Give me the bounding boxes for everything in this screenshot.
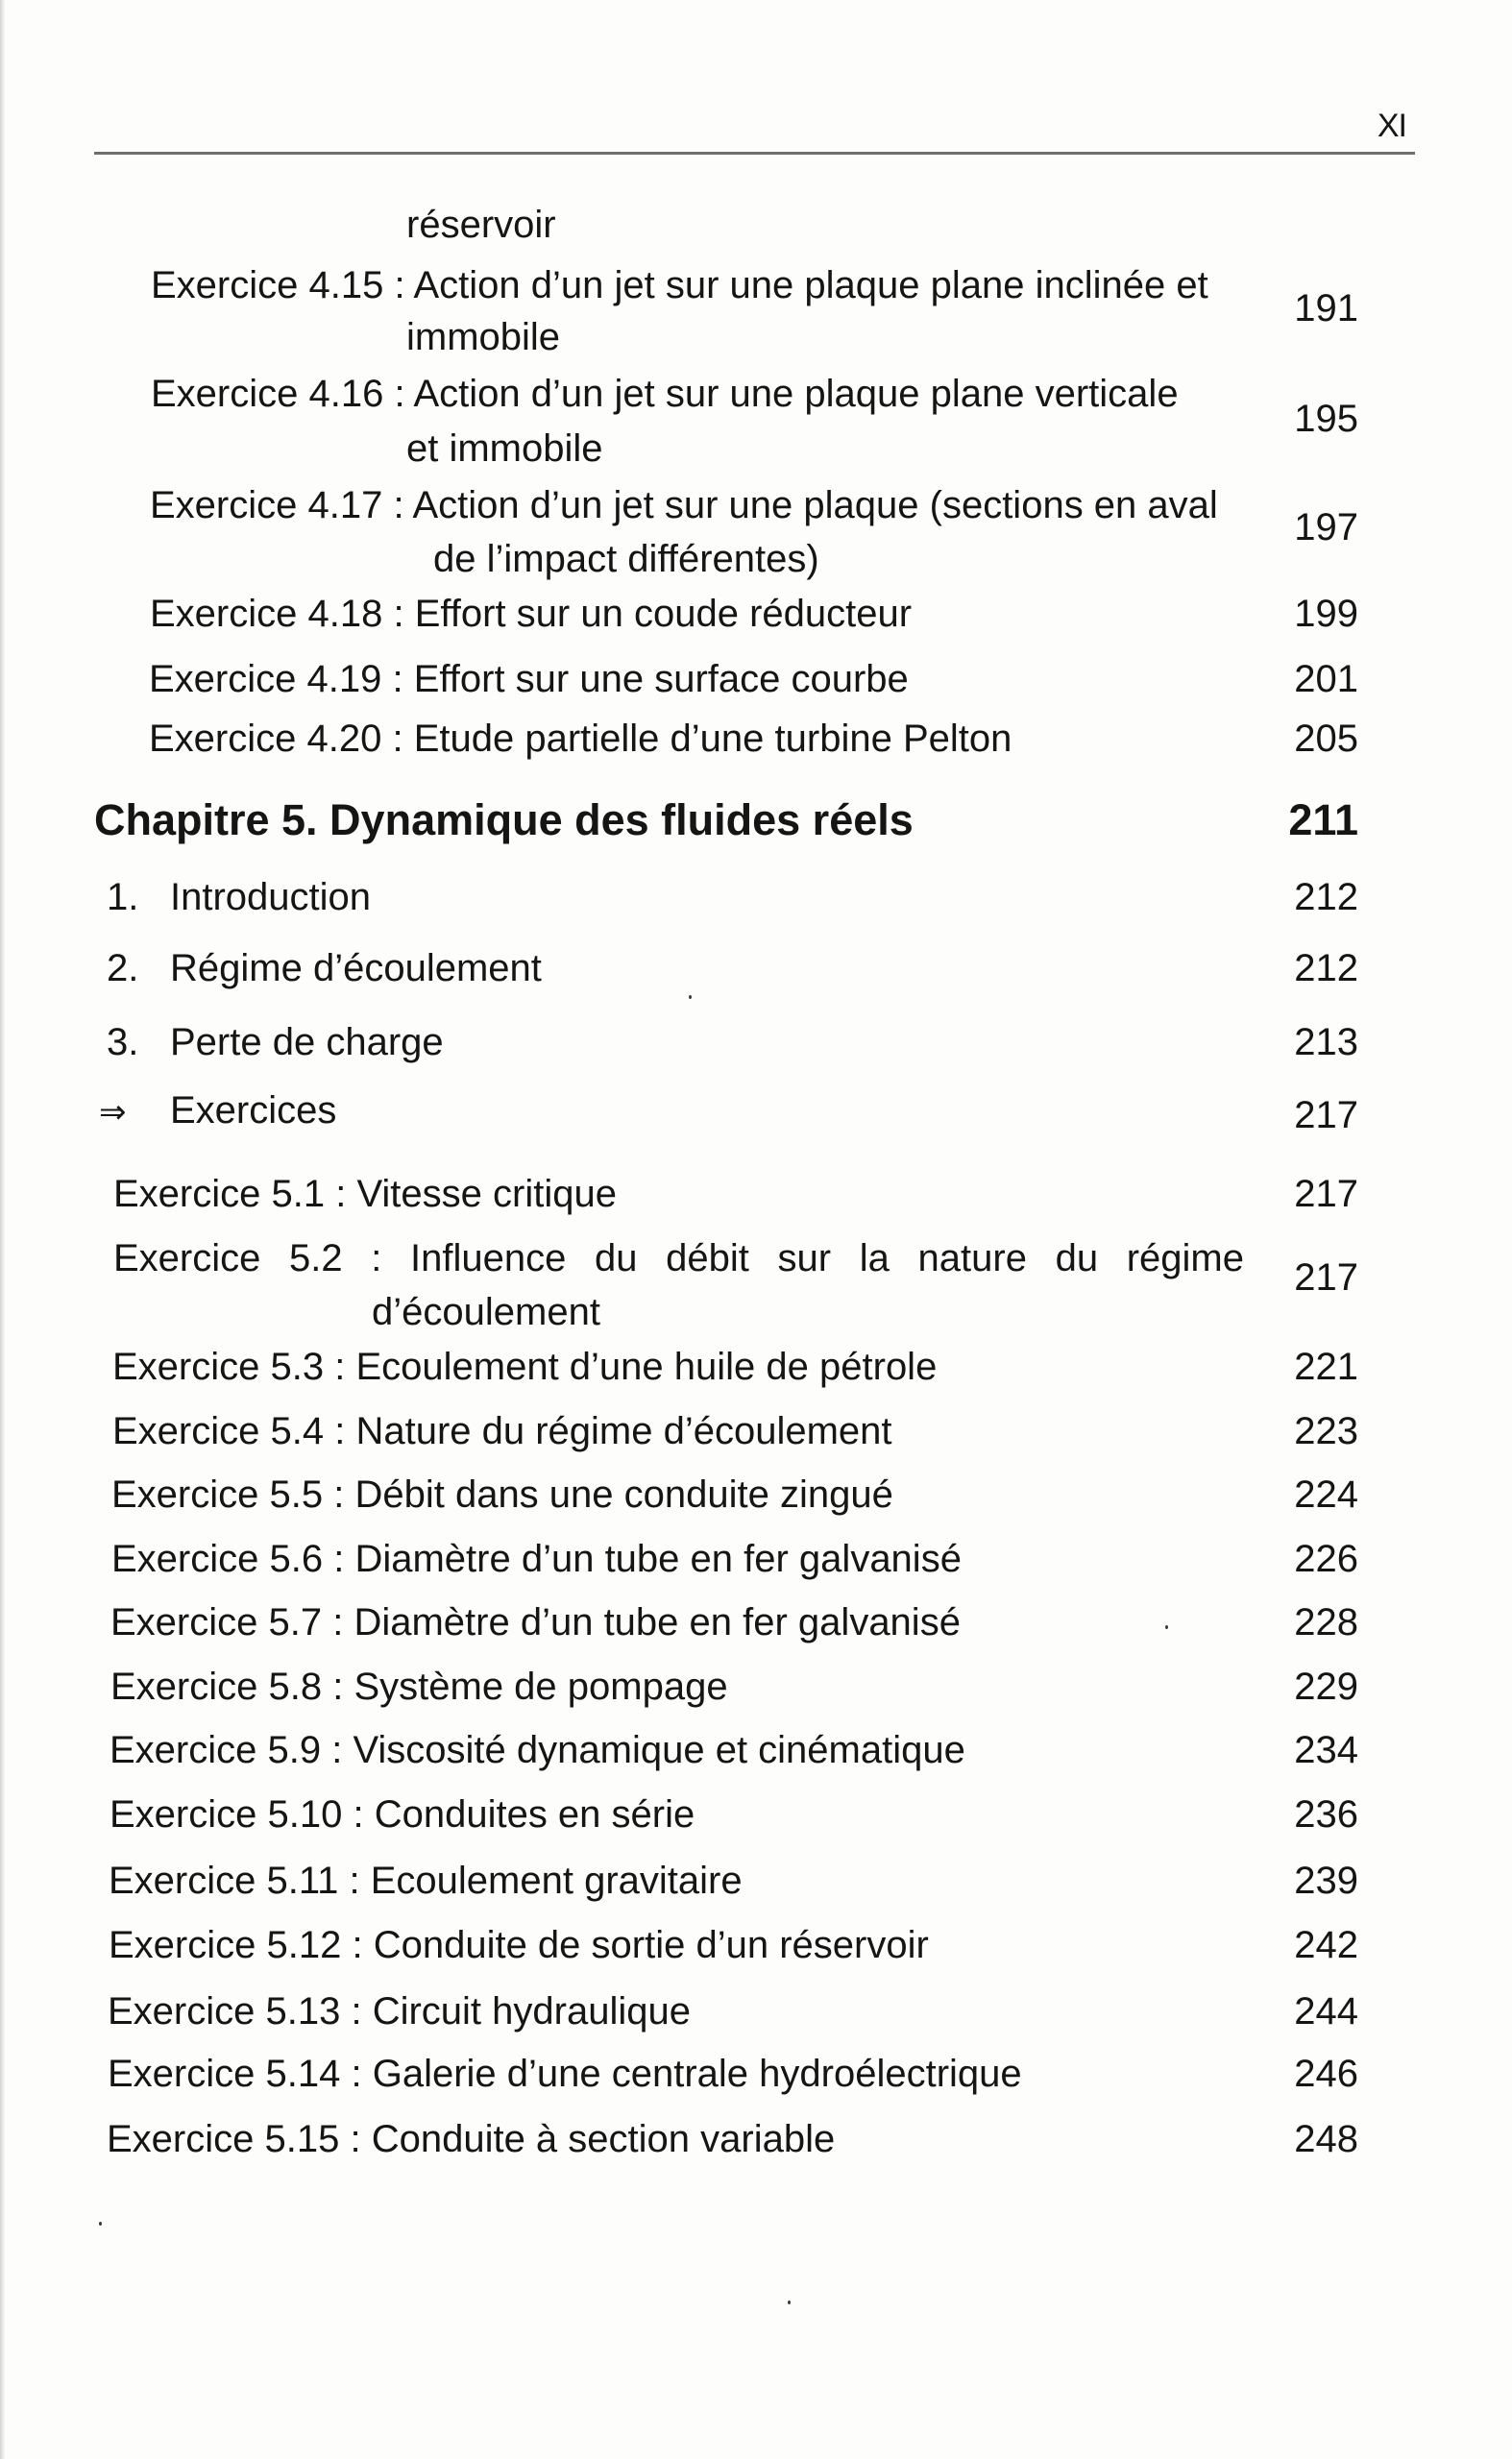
toc-entry-title: Action d’un jet sur une plaque plane verticale: [413, 373, 1179, 415]
toc-page-number: 229: [1294, 1666, 1358, 1708]
toc-entry-label: Exercice 5.13 :: [108, 1990, 362, 2033]
toc-entry-label: Exercice 4.15 :: [151, 264, 405, 306]
toc-entry-label: Exercice 5.14 :: [108, 2053, 362, 2095]
toc-entry-exercise-4-16[interactable]: [151, 373, 1179, 415]
toc-entry-exercise-4-15[interactable]: [151, 264, 1208, 306]
scan-speck: [99, 2222, 102, 2226]
toc-entry-title-continued: immobile: [406, 316, 561, 358]
toc-entry-label: Exercice 4.16 :: [151, 373, 405, 415]
toc-entry-exercise-5-13[interactable]: [108, 1990, 691, 2033]
exercises-heading-title: Exercices: [170, 1089, 337, 1132]
toc-entry-label: Exercice 5.1 :: [113, 1173, 347, 1215]
toc-entry-exercise-5-7[interactable]: [110, 1601, 961, 1643]
toc-entry-title: Viscosité dynamique et cinématique: [353, 1729, 965, 1771]
toc-entry-label: Exercice 5.3 :: [112, 1346, 346, 1388]
toc-entry-exercise-5-9[interactable]: [110, 1729, 965, 1771]
toc-entry-exercise-5-2[interactable]: [113, 1237, 1244, 1279]
toc-entry-title: Conduite de sortie d’un réservoir: [373, 1924, 929, 1966]
toc-page-number: 246: [1294, 2053, 1358, 2095]
scan-speck: [788, 2301, 791, 2304]
section-number: 1.: [107, 876, 139, 918]
toc-page-number: 234: [1294, 1729, 1358, 1771]
toc-entry-label: Exercice 5.2 :: [113, 1237, 382, 1279]
scan-speck: [689, 995, 692, 999]
toc-entry-title-continued: et immobile: [406, 427, 603, 470]
toc-entry-label: Exercice 5.9 :: [110, 1729, 343, 1771]
toc-entry-label: Exercice 4.18 :: [150, 593, 404, 635]
toc-entry-exercise-5-15[interactable]: [107, 2118, 835, 2160]
toc-page-number: 228: [1294, 1601, 1358, 1643]
toc-entry-title: Système de pompage: [354, 1666, 728, 1708]
scan-speck: [1165, 1625, 1168, 1629]
toc-entry-title: Diamètre d’un tube en fer galvanisé: [354, 1601, 961, 1643]
toc-entry-title: Diamètre d’un tube en fer galvanisé: [354, 1538, 962, 1580]
toc-entry-exercise-5-11[interactable]: [109, 1860, 743, 1902]
toc-page-number: 239: [1294, 1860, 1358, 1902]
toc-entry-title: Circuit hydraulique: [372, 1990, 691, 2033]
toc-entry-label: Exercice 5.6 :: [111, 1538, 345, 1580]
toc-entry-exercise-4-19[interactable]: [149, 658, 909, 700]
toc-entry-title: Conduites en série: [374, 1793, 695, 1836]
page-folio: XI: [1377, 108, 1406, 144]
toc-entry-title-continued: de l’impact différentes): [433, 538, 819, 580]
toc-entry-title: Influence du débit sur la nature du régime: [410, 1237, 1244, 1279]
section-number: 2.: [107, 947, 139, 989]
toc-page-number: 217: [1294, 1173, 1358, 1215]
toc-page-number: 217: [1294, 1094, 1358, 1136]
toc-entry-title: Effort sur un coude réducteur: [414, 593, 913, 635]
toc-entry-exercise-4-20[interactable]: [149, 718, 1012, 760]
toc-entry-title: Ecoulement gravitaire: [370, 1860, 743, 1902]
toc-section-regime[interactable]: [107, 947, 542, 989]
toc-page-number: 201: [1294, 658, 1358, 700]
chapter-page-number: 211: [1288, 795, 1358, 844]
toc-entry-title-continued: d’écoulement: [372, 1291, 600, 1333]
toc-entry-title: Effort sur une surface courbe: [413, 658, 909, 700]
toc-entry-label: Exercice 5.8 :: [110, 1666, 344, 1708]
toc-entry-exercise-5-1[interactable]: [113, 1173, 617, 1215]
toc-page-number: 242: [1294, 1924, 1358, 1966]
toc-entry-label: Exercice 4.19 :: [149, 658, 403, 700]
toc-entry-label: Exercice 5.10 :: [110, 1793, 364, 1836]
toc-page-number: 226: [1294, 1538, 1358, 1580]
toc-page-number: 199: [1294, 593, 1358, 635]
toc-entry-exercise-5-8[interactable]: [110, 1666, 728, 1708]
toc-entry-title: Nature du régime d’écoulement: [355, 1410, 892, 1452]
toc-entry-label: Exercice 5.15 :: [107, 2118, 361, 2160]
toc-page-number: 191: [1294, 287, 1358, 329]
toc-page-number: 217: [1294, 1256, 1358, 1299]
toc-entry-title: Galerie d’une centrale hydroélectrique: [372, 2053, 1022, 2095]
toc-page-number: 236: [1294, 1793, 1358, 1836]
toc-page-number: 197: [1294, 506, 1358, 548]
header-rule: [94, 152, 1415, 155]
toc-page-number: 212: [1294, 876, 1358, 918]
section-title: Perte de charge: [170, 1021, 444, 1063]
toc-entry-exercise-5-5[interactable]: [111, 1473, 893, 1516]
toc-entry-exercise-5-10[interactable]: [110, 1793, 695, 1836]
toc-entry-title: Vitesse critique: [356, 1173, 617, 1215]
toc-entry-exercise-5-6[interactable]: [111, 1538, 962, 1580]
toc-entry-label: Exercice 5.5 :: [111, 1473, 345, 1516]
section-number: 3.: [107, 1021, 139, 1063]
toc-entry-title: Action d’un jet sur une plaque plane inclinée et: [413, 264, 1208, 306]
toc-page-number: 213: [1294, 1021, 1358, 1063]
toc-entry-title: Etude partielle d’une turbine Pelton: [413, 718, 1012, 760]
section-title: Introduction: [170, 876, 372, 918]
toc-entry-title: Débit dans une conduite zingué: [354, 1473, 893, 1516]
toc-entry-exercise-5-3[interactable]: [112, 1346, 937, 1388]
toc-section-perte-de-charge[interactable]: [107, 1021, 444, 1063]
toc-entry-title: Ecoulement d’une huile de pétrole: [355, 1346, 938, 1388]
toc-page-number: 244: [1294, 1990, 1358, 2033]
toc-exercises-heading[interactable]: [99, 1089, 336, 1132]
toc-entry-label: Exercice 5.4 :: [112, 1410, 346, 1452]
toc-entry-title: Action d’un jet sur une plaque (sections en aval: [412, 484, 1218, 526]
toc-page-number: 212: [1294, 947, 1358, 989]
toc-entry-exercise-5-4[interactable]: [112, 1410, 892, 1452]
toc-entry-label: Exercice 4.20 :: [149, 718, 403, 760]
toc-entry-exercise-4-17[interactable]: [150, 484, 1218, 526]
toc-entry-title: Conduite à section variable: [371, 2118, 836, 2160]
toc-entry-continuation: réservoir: [406, 204, 556, 246]
toc-page-number: 224: [1294, 1473, 1358, 1516]
toc-entry-label: Exercice 5.12 :: [109, 1924, 363, 1966]
toc-entry-label: Exercice 5.11 :: [109, 1860, 360, 1902]
toc-entry-exercise-4-18[interactable]: [150, 593, 912, 635]
toc-entry-exercise-5-12[interactable]: [109, 1924, 929, 1966]
toc-section-introduction[interactable]: [107, 876, 371, 918]
double-right-arrow-icon: ⇒: [99, 1093, 127, 1132]
toc-entry-exercise-5-14[interactable]: [108, 2053, 1022, 2095]
toc-page-number: 223: [1294, 1410, 1358, 1452]
chapter-heading[interactable]: Chapitre 5. Dynamique des fluides réels: [94, 795, 914, 844]
toc-page-number: 195: [1294, 398, 1358, 440]
toc-page-number: 221: [1294, 1346, 1358, 1388]
toc-entry-label: Exercice 4.17 :: [150, 484, 404, 526]
section-title: Régime d’écoulement: [170, 947, 542, 989]
toc-page-number: 248: [1294, 2118, 1358, 2160]
page-edge-shadow: [0, 0, 5, 2459]
toc-entry-label: Exercice 5.7 :: [110, 1601, 344, 1643]
toc-page-number: 205: [1294, 718, 1358, 760]
